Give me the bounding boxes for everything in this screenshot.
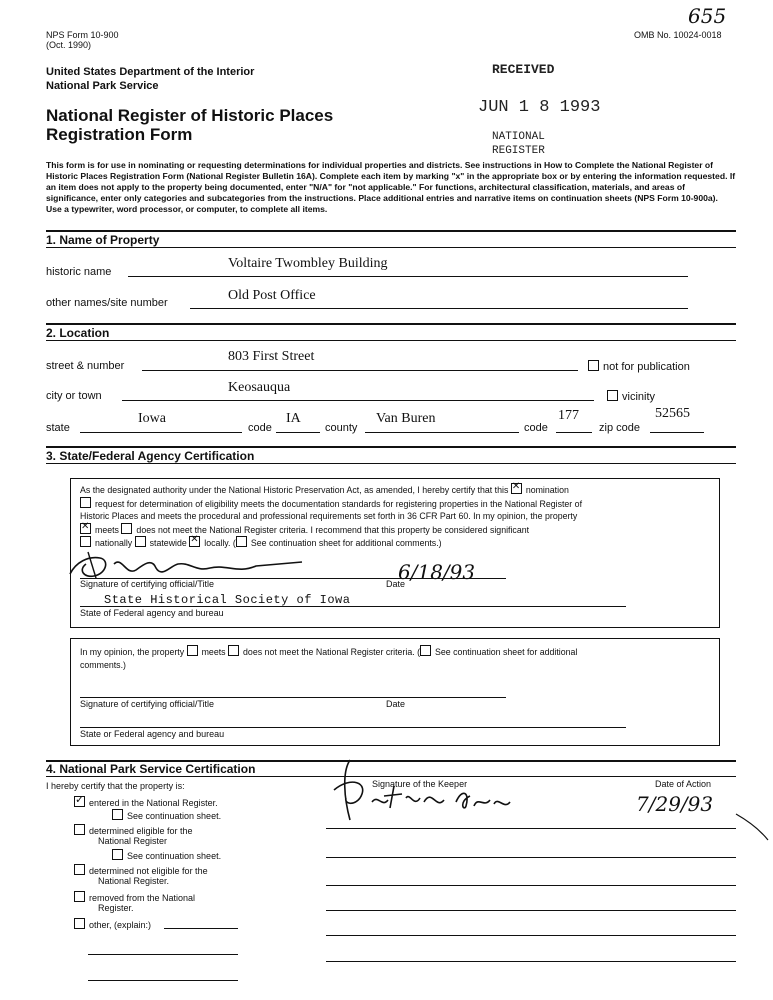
keeper-signature xyxy=(320,758,520,828)
section-2-heading: 2. Location xyxy=(46,326,110,340)
form-subtitle: Registration Form xyxy=(46,125,193,144)
nationally-label: nationally xyxy=(95,538,133,548)
stamp-line2: REGISTER xyxy=(492,145,545,157)
state-label: state xyxy=(46,422,70,434)
opinion-not-meet-checkbox[interactable] xyxy=(228,645,239,656)
determination-checkbox[interactable] xyxy=(80,497,91,508)
street-value[interactable]: 803 First Street xyxy=(228,349,315,364)
county-value[interactable]: Van Buren xyxy=(376,411,436,426)
locally-label: locally. ( xyxy=(204,538,236,548)
not-eligible-checkbox[interactable] xyxy=(74,864,85,875)
entered-checkbox[interactable] xyxy=(74,796,85,807)
does-not-meet-checkbox[interactable] xyxy=(121,523,132,534)
received-stamp: RECEIVED xyxy=(492,62,555,77)
see-continuation-1-checkbox[interactable] xyxy=(112,809,123,820)
date2-label: Date xyxy=(386,699,406,709)
cert-text-c: Historic Places and meets the procedural and professional requirements set forth in 36 CFR Part 60. In my opinion, the property xyxy=(80,511,578,521)
certification-text xyxy=(80,483,710,550)
stamp-line1: NATIONAL xyxy=(492,131,545,143)
form-date: (Oct. 1990) xyxy=(46,40,92,50)
stamp-date: JUN 1 8 1993 xyxy=(478,98,601,117)
section-4-heading: 4. National Park Service Certification xyxy=(46,762,256,776)
opinion-text-b: does not meet the National Register criteria. ( xyxy=(243,647,421,657)
omb-number: OMB No. 10024-0018 xyxy=(634,30,722,40)
certification-date: 6/18/93 xyxy=(398,560,476,584)
not-eligible-label: determined not eligible for the xyxy=(89,866,208,876)
state-value[interactable]: Iowa xyxy=(138,411,166,426)
date-of-action-label: Date of Action xyxy=(655,779,712,789)
vicinity-checkbox[interactable] xyxy=(607,390,618,401)
agency-value[interactable]: State Historical Society of Iowa xyxy=(104,593,351,607)
nomination-checkbox[interactable] xyxy=(511,483,522,494)
street-label: street & number xyxy=(46,360,125,372)
vicinity-label: vicinity xyxy=(622,391,656,403)
zip-value[interactable]: 52565 xyxy=(655,406,690,421)
nationally-checkbox[interactable] xyxy=(80,536,91,547)
see-continuation-2-label: See continuation sheet. xyxy=(127,851,222,861)
signature2-label: Signature of certifying official/Title xyxy=(80,699,215,709)
department: United States Department of the Interior xyxy=(46,66,255,78)
other-checkbox[interactable] xyxy=(74,918,85,929)
city-label: city or town xyxy=(46,390,102,402)
not-for-publication-checkbox[interactable] xyxy=(588,360,599,371)
service: National Park Service xyxy=(46,80,159,92)
section-1-heading: 1. Name of Property xyxy=(46,233,160,247)
statewide-checkbox[interactable] xyxy=(135,536,146,547)
county-label: county xyxy=(325,422,358,434)
city-value[interactable]: Keosauqua xyxy=(228,380,291,395)
removed-label-2: Register. xyxy=(98,903,134,913)
continuation-sheet-checkbox[interactable] xyxy=(236,536,247,547)
date-label: Date xyxy=(386,579,406,589)
see-continuation-1-label: See continuation sheet. xyxy=(127,811,222,821)
signature-label: Signature of certifying official/Title xyxy=(80,579,215,589)
other-names-label: other names/site number xyxy=(46,297,168,309)
not-eligible-option[interactable] xyxy=(74,864,208,876)
statewide-label: statewide xyxy=(149,538,187,548)
not-for-publication[interactable] xyxy=(588,360,690,373)
date-of-action-value: 7/29/93 xyxy=(636,792,714,816)
instructions: This form is for use in nominating or requesting determinations for individual properties and districts. See instructions in How to Complete the National Register of Historic Places Registration Form (National Register Bulletin 16A). Complete each item by marking "x" in the appropriate box or by entering the information requested. If an item does not apply to the property being documented, enter "N/A" for "not applicable." For functions, architectural classification, materials, and areas of significance, enter only categories and subcategories from the instructions. Place additional entries and narrative items on continuation sheets (NPS Form 10-900a). Use a typewriter, word processor, or computer, to complete all items. xyxy=(46,160,736,214)
opinion-text-a: In my opinion, the property xyxy=(80,647,185,657)
not-eligible-label-2: National Register. xyxy=(98,876,170,886)
eligible-option[interactable] xyxy=(74,824,193,836)
see-continuation-2-checkbox[interactable] xyxy=(112,849,123,860)
cert-text-d: does not meet the National Register criteria. I recommend that this property be considered significant xyxy=(136,524,530,535)
opinion-meets-label: meets xyxy=(201,647,226,657)
opinion-text xyxy=(80,645,710,671)
removed-checkbox[interactable] xyxy=(74,891,85,902)
state-code-label: code xyxy=(248,422,272,434)
removed-option[interactable] xyxy=(74,891,195,903)
not-for-publication-label: not for publication xyxy=(603,361,690,373)
margin-mark xyxy=(736,812,770,842)
cert-text-a: As the designated authority under the National Historic Preservation Act, as amended, I hereby certify that this xyxy=(80,485,509,495)
meets-label: meets xyxy=(95,524,119,535)
other-option[interactable] xyxy=(74,918,151,930)
keeper-label: Signature of the Keeper xyxy=(372,779,468,789)
zip-label: zip code xyxy=(599,422,640,434)
other-label: other, (explain:) xyxy=(89,920,152,930)
form-title: National Register of Historic Places xyxy=(46,106,334,125)
entered-option[interactable] xyxy=(74,796,218,808)
locally-checkbox[interactable] xyxy=(189,536,200,547)
historic-name-value[interactable]: Voltaire Twombley Building xyxy=(228,256,388,271)
see-continuation-2[interactable] xyxy=(112,849,221,861)
form-number: NPS Form 10-900 xyxy=(46,30,119,40)
meets-checkbox[interactable] xyxy=(80,523,91,534)
agency-label: State of Federal agency and bureau xyxy=(80,608,224,618)
see-continuation-1[interactable] xyxy=(112,809,221,821)
section-3-heading: 3. State/Federal Agency Certification xyxy=(46,449,255,463)
vicinity[interactable] xyxy=(607,390,655,403)
eligible-label-2: National Register xyxy=(98,836,168,846)
county-code-value[interactable]: 177 xyxy=(558,408,579,423)
state-code-value[interactable]: IA xyxy=(286,411,301,426)
opinion-text-c: See continuation sheet for additional xyxy=(435,647,578,657)
certify-statement: I hereby certify that the property is: xyxy=(46,781,185,791)
removed-label: removed from the National xyxy=(89,893,196,903)
opinion-continuation-checkbox[interactable] xyxy=(420,645,431,656)
cert-text-b: request for determination of eligibility meets the documentation standards for registering properties in the National Register of xyxy=(95,498,583,509)
opinion-text-d: comments.) xyxy=(80,659,126,670)
entered-label: entered in the National Register. xyxy=(89,798,218,808)
continuation-sheet-label: See continuation sheet for additional comments.) xyxy=(250,538,442,548)
eligible-label: determined eligible for the xyxy=(89,826,193,836)
agency2-label: State or Federal agency and bureau xyxy=(80,729,225,739)
opinion-meets-checkbox[interactable] xyxy=(187,645,198,656)
nomination-label: nomination xyxy=(525,485,569,495)
county-code-label: code xyxy=(524,422,548,434)
page-note: 655 xyxy=(688,4,727,28)
historic-name-label: historic name xyxy=(46,266,112,278)
other-names-value[interactable]: Old Post Office xyxy=(228,288,316,303)
eligible-checkbox[interactable] xyxy=(74,824,85,835)
